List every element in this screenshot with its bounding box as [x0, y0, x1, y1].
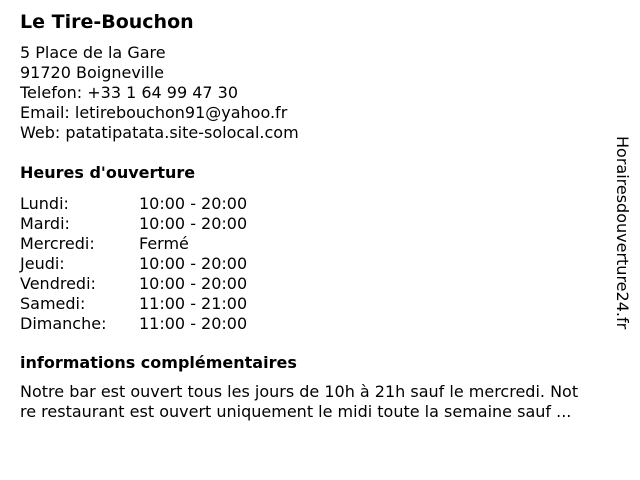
phone-line: Telefon: +33 1 64 99 47 30 — [20, 83, 239, 102]
hours-time: 10:00 - 20:00 — [139, 214, 248, 233]
site-watermark: Horairesdouverture24.fr — [613, 136, 632, 330]
web-line: Web: patatipatata.site-solocal.com — [20, 123, 299, 142]
address-street: 5 Place de la Gare — [20, 43, 166, 62]
info-line: re restaurant est ouvert uniquement le midi toute la semaine sauf ... — [20, 402, 572, 421]
hours-time: Fermé — [139, 234, 189, 253]
hours-day: Mardi: — [20, 214, 70, 233]
address-city: 91720 Boigneville — [20, 63, 164, 82]
info-heading: informations complémentaires — [20, 353, 297, 372]
hours-time: 10:00 - 20:00 — [139, 254, 248, 273]
email-line: Email: letirebouchon91@yahoo.fr — [20, 103, 288, 122]
hours-heading: Heures d'ouverture — [20, 163, 196, 182]
hours-time: 10:00 - 20:00 — [139, 274, 248, 293]
business-name: Le Tire-Bouchon — [20, 11, 194, 33]
hours-day: Dimanche: — [20, 314, 107, 333]
hours-time: 11:00 - 21:00 — [139, 294, 248, 313]
info-line: Notre bar est ouvert tous les jours de 10h à 21h sauf le mercredi. Not — [20, 382, 579, 401]
hours-time: 11:00 - 20:00 — [139, 314, 248, 333]
hours-day: Samedi: — [20, 294, 86, 313]
hours-day: Mercredi: — [20, 234, 95, 253]
hours-day: Lundi: — [20, 194, 69, 213]
hours-time: 10:00 - 20:00 — [139, 194, 248, 213]
hours-day: Vendredi: — [20, 274, 96, 293]
info-description — [20, 382, 632, 422]
contact-block — [20, 43, 299, 143]
hours-day: Jeudi: — [20, 254, 65, 273]
